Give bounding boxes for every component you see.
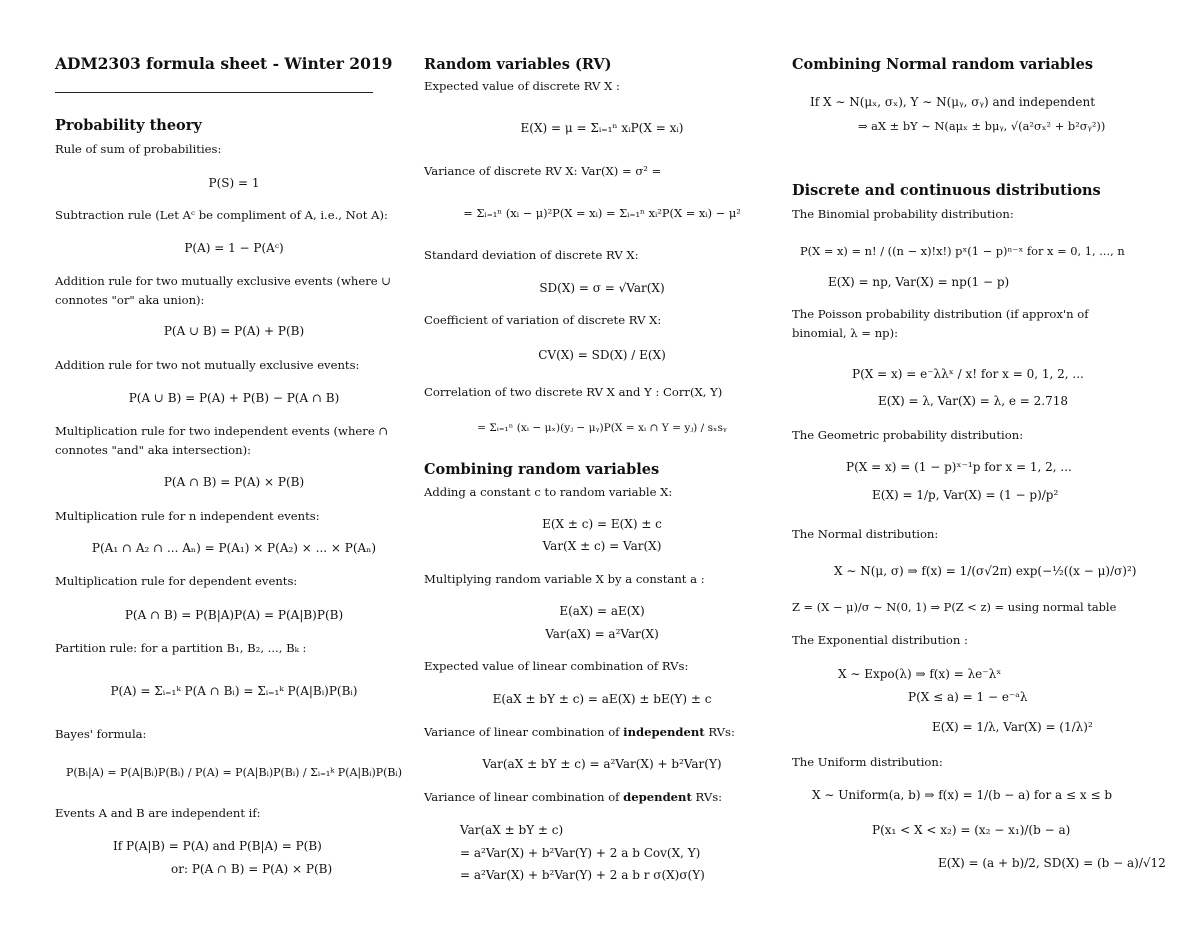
section-random-variables: Random variables (RV) <box>424 56 612 73</box>
formula-sum: P(S) = 1 <box>208 176 260 190</box>
geometric-label: The Geometric probability distribution: <box>792 428 1024 442</box>
adding-constant-label: Adding a constant c to random variable X: <box>424 485 673 499</box>
formula-independent-2: or: P(A ∩ B) = P(A) × P(B) <box>171 862 333 876</box>
linear-var-dep-pre: Variance of linear combination of <box>424 790 620 804</box>
formula-mult-2: Var(aX) = a²Var(X) <box>545 627 659 641</box>
formula-mult-1: E(aX) = aE(X) <box>559 604 645 618</box>
formula-mult-n: P(A₁ ∩ A₂ ∩ ... Aₙ) = P(A₁) × P(A₂) × ... × P(Aₙ) <box>91 541 377 555</box>
formula-uniform-3: E(X) = (a + b)/2, SD(X) = (b − a)/√12 <box>938 856 1166 870</box>
bayes-label: Bayes' formula: <box>55 727 147 741</box>
formula-normal-pdf: X ∼ N(μ, σ) ⇒ f(x) = 1/(σ√2π) exp(−½((x − μ)/σ)²) <box>834 564 1137 578</box>
mult-dependent-label: Multiplication rule for dependent events: <box>55 574 298 588</box>
linear-var-dep-bold: dependent <box>623 790 692 804</box>
formula-linear-var-independent: Var(aX ± bY ± c) = a²Var(X) + b²Var(Y) <box>482 757 722 771</box>
binomial-label: The Binomial probability distribution: <box>792 207 1014 221</box>
sd-label: Standard deviation of discrete RV X: <box>424 248 639 262</box>
formula-poisson-1: P(X = x) = e⁻λλˣ / x! for x = 0, 1, 2, ... <box>852 367 1084 381</box>
section-combining-rv: Combining random variables <box>424 461 660 478</box>
formula-binomial-1: P(X = x) = n! / ((n − x)!x!) pˣ(1 − p)ⁿ⁻ˣ for x = 0, 1, ..., n <box>800 244 1125 258</box>
formula-normal-z: Z = (X − μ)/σ ∼ N(0, 1) ⇒ P(Z < z) = using normal table <box>792 600 1117 614</box>
section-combining-normal: Combining Normal random variables <box>792 56 1094 73</box>
formula-binomial-2: E(X) = np, Var(X) = np(1 − p) <box>828 275 1010 289</box>
formula-addition-not-exclusive: P(A ∪ B) = P(A) + P(B) − P(A ∩ B) <box>128 391 340 405</box>
exponential-label: The Exponential distribution : <box>792 633 968 647</box>
formula-addition-exclusive: P(A ∪ B) = P(A) + P(B) <box>163 324 305 338</box>
formula-dependent-3: = a²Var(X) + b²Var(Y) + 2 a b r σ(X)σ(Y) <box>460 868 705 882</box>
rule-sum-label: Rule of sum of probabilities: <box>55 142 222 156</box>
formula-mult-independent: P(A ∩ B) = P(A) × P(B) <box>163 475 305 489</box>
independent-label: Events A and B are independent if: <box>55 806 261 820</box>
formula-geometric-1: P(X = x) = (1 − p)ˣ⁻¹p for x = 1, 2, ... <box>846 460 1072 474</box>
linear-expected-label: Expected value of linear combination of RVs: <box>424 659 689 673</box>
formula-exponential-2: P(X ≤ a) = 1 − e⁻ᵃλ <box>908 690 1028 704</box>
linear-var-dep-post: RVs: <box>695 790 723 804</box>
formula-geometric-2: E(X) = 1/p, Var(X) = (1 − p)/p² <box>872 488 1059 502</box>
mult-n-label: Multiplication rule for n independent events: <box>55 509 320 523</box>
formula-expected: E(X) = μ = Σᵢ₌₁ⁿ xᵢP(X = xᵢ) <box>520 121 684 135</box>
linear-var-ind-post: RVs: <box>708 725 735 739</box>
formula-adding-1: E(X ± c) = E(X) ± c <box>542 517 662 531</box>
subtraction-label: Subtraction rule (Let Aᶜ be compliment of A, i.e., Not A): <box>55 208 388 222</box>
section-probability-theory: Probability theory <box>55 117 202 134</box>
multiplying-label: Multiplying random variable X by a constant a : <box>424 572 705 586</box>
formula-normal-combine-1: If X ∼ N(μₓ, σₓ), Y ∼ N(μᵧ, σᵧ) and independent <box>810 95 1096 109</box>
cv-label: Coefficient of variation of discrete RV X: <box>424 313 662 327</box>
formula-sd: SD(X) = σ = √Var(X) <box>539 281 665 295</box>
partition-label: Partition rule: for a partition B₁, B₂, ..., Bₖ : <box>55 641 307 655</box>
formula-uniform-1: X ∼ Uniform(a, b) ⇒ f(x) = 1/(b − a) for a ≤ x ≤ b <box>812 788 1113 802</box>
formula-bayes: P(Bᵢ|A) = P(A|Bᵢ)P(Bᵢ) / P(A) = P(A|Bᵢ)P(Bᵢ) / Σᵢ₌₁ᵏ P(A|Bᵢ)P(Bᵢ) <box>65 766 403 779</box>
formula-dependent-1: Var(aX ± bY ± c) <box>460 823 564 837</box>
formula-variance: = Σᵢ₌₁ⁿ (xᵢ − μ)²P(X = xᵢ) = Σᵢ₌₁ⁿ xᵢ²P(X = xᵢ) − μ² <box>463 206 741 220</box>
formula-poisson-2: E(X) = λ, Var(X) = λ, e = 2.718 <box>878 394 1069 408</box>
formula-cv: CV(X) = SD(X) / E(X) <box>538 348 666 362</box>
title-underline <box>55 92 373 93</box>
linear-var-independent-label <box>424 723 735 742</box>
page-title: ADM2303 formula sheet - Winter 2019 <box>55 54 393 73</box>
formula-linear-expected: E(aX ± bY ± c) = aE(X) ± bE(Y) ± c <box>492 692 712 706</box>
normal-label: The Normal distribution: <box>792 527 939 541</box>
correlation-label: Correlation of two discrete RV X and Y : Corr(X, Y) <box>424 385 723 399</box>
formula-mult-dependent: P(A ∩ B) = P(B|A)P(A) = P(A|B)P(B) <box>124 608 344 622</box>
expected-label: Expected value of discrete RV X : <box>424 79 620 93</box>
section-distributions: Discrete and continuous distributions <box>792 182 1101 199</box>
mult-independent-label: Multiplication rule for two independent events (where ∩ connotes "and" aka intersection): <box>55 424 389 457</box>
linear-var-ind-bold: independent <box>623 725 705 739</box>
formula-correlation: = Σᵢ₌₁ⁿ (xᵢ − μₓ)(yⱼ − μᵧ)P(X = xᵢ ∩ Y = yⱼ) / sₓsᵧ <box>477 422 727 434</box>
linear-var-ind-pre: Variance of linear combination of <box>424 725 620 739</box>
formula-exponential-1: X ∼ Expo(λ) ⇒ f(x) = λe⁻λˣ <box>838 667 1002 681</box>
addition-not-exclusive-label: Addition rule for two not mutually exclusive events: <box>55 358 360 372</box>
formula-subtraction: P(A) = 1 − P(Aᶜ) <box>184 241 284 255</box>
formula-dependent-2: = a²Var(X) + b²Var(Y) + 2 a b Cov(X, Y) <box>460 846 701 860</box>
poisson-label: The Poisson probability distribution (if approx'n of binomial, λ = np): <box>792 307 1089 340</box>
formula-adding-2: Var(X ± c) = Var(X) <box>542 539 662 553</box>
addition-exclusive-label: Addition rule for two mutually exclusive events (where ∪ connotes "or" aka union): <box>55 274 392 307</box>
formula-exponential-3: E(X) = 1/λ, Var(X) = (1/λ)² <box>932 720 1093 734</box>
uniform-label: The Uniform distribution: <box>792 755 943 769</box>
formula-uniform-2: P(x₁ < X < x₂) = (x₂ − x₁)/(b − a) <box>872 823 1071 837</box>
formula-independent-1: If P(A|B) = P(A) and P(B|A) = P(B) <box>113 839 322 853</box>
linear-var-dependent-label <box>424 788 722 807</box>
formula-partition: P(A) = Σᵢ₌₁ᵏ P(A ∩ Bᵢ) = Σᵢ₌₁ᵏ P(A|Bᵢ)P(Bᵢ) <box>110 684 358 698</box>
variance-label: Variance of discrete RV X: Var(X) = σ² = <box>424 164 662 178</box>
formula-normal-combine-2: ⇒ aX ± bY ∼ N(aμₓ ± bμᵧ, √(a²σₓ² + b²σᵧ²)) <box>858 119 1106 133</box>
